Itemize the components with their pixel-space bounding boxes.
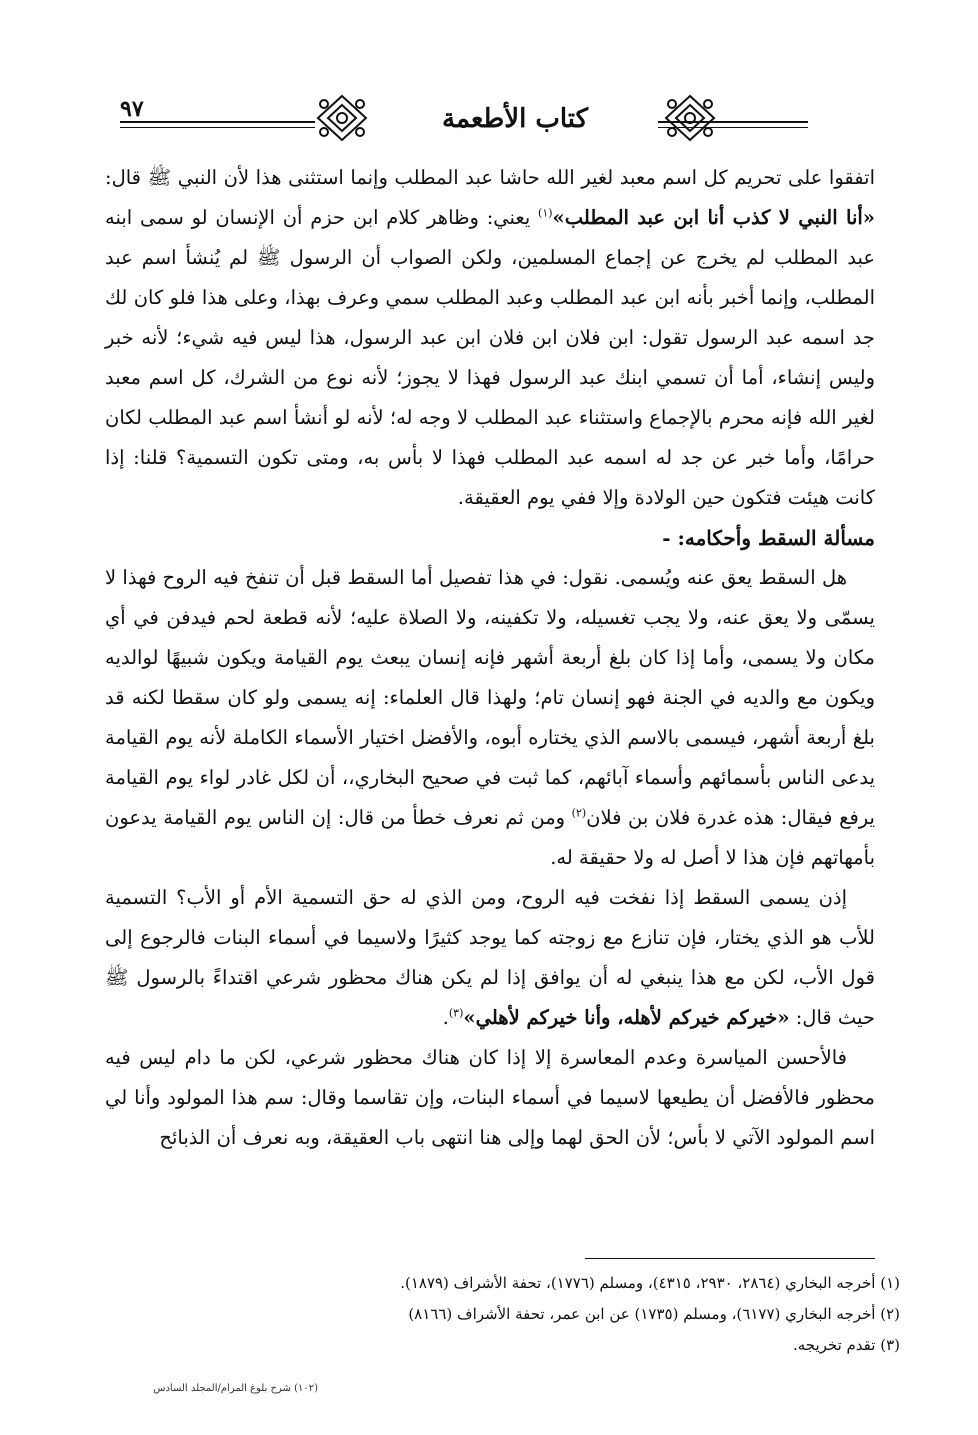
page-number: ٩٧ [120, 96, 144, 122]
paragraph-3 [105, 878, 875, 1038]
footnotes [320, 1268, 900, 1361]
footnote-mark-2: (٢) [571, 806, 587, 820]
hadith-quote-2: «خيركم خيركم لأهله، وأنا خيركم لأهلي» [463, 1006, 790, 1029]
paragraph-4: فالأحسن المياسرة وعدم المعاسرة إلا إذا كان هناك محظور شرعي، لكن ما دام ليس فيه محظور فالأفضل أن يطيعها لاسيما في أسماء البنات، وإن تقاسما وقال: سم هذا المولود وأنا لي اسم المولود الآتي لا بأس؛ لأن الحق لهما وإلى هنا انتهى باب العقيقة، وبه نعرف أن الذبائح [105, 1046, 875, 1149]
running-title: كتاب الأطعمة [442, 104, 588, 134]
paragraph-3-text-b: . [442, 1006, 449, 1029]
paragraph-1-text-a: اتفقوا على تحريم كل اسم معبد لغير الله حاشا عبد المطلب وإنما استثنى هذا لأن النبي ﷺ قال: [105, 166, 875, 189]
footnote-divider [585, 1258, 875, 1259]
paragraph-1 [105, 158, 875, 518]
footnote-mark-1: (١) [538, 206, 553, 220]
main-text [105, 158, 875, 1158]
header-rule-left [120, 121, 315, 123]
paragraph-3-text-a: إذن يسمى السقط إذا نفخت فيه الروح، ومن الذي له حق التسمية الأم أو الأب؟ التسمية للأب هو الذي يختار، فإن تنازع مع زوجته كما يوجد كثيرًا ولاسيما في أسماء البنات فالرجوع إلى قول الأب، لكن مع هذا ينبغي له أن يوافق إذا لم يكن هناك محظور شرعي اقتداءً بالرسول ﷺ حيث قال: [105, 886, 875, 1029]
header-rule-left-thin [120, 127, 315, 128]
footnote-2: (٢) أخرجه البخاري (٦١٧٧)، ومسلم (١٧٣٥) عن ابن عمر، تحفة الأشراف (٨١٦٦) [408, 1305, 900, 1323]
page-header [110, 88, 870, 148]
page-footer: (١٠٢) شرح بلوغ المرام/المجلد السادس [153, 1383, 318, 1394]
footnote-mark-3: (٣) [448, 1006, 464, 1020]
paragraph-1-text-b: يعني: وظاهر كلام ابن حزم أن الإنسان لو سمى ابنه عبد المطلب لم يخرج عن إجماع المسلمين، ولكن الصواب أن الرسول ﷺ لم يُنشأ اسم عبد المطلب، وإنما أخبر بأنه ابن عبد المطلب وعبد المطلب سمي وعرف بهذا، وعلى هذا فلو كان لك جد اسمه عبد الرسول تقول: ابن فلان ابن فلان ابن عبد الرسول، هذا ليس فيه شيء؛ لأنه خبر وليس إنشاء، أما أن تسمي ابنك عبد الرسول فهذا لا يجوز؛ لأنه نوع من الشرك، كل اسم معبد لغير الله فإنه محرم بالإجماع واستثناء عبد المطلب لا وجه له؛ لأنه لو أنشأ اسم عبد المطلب لكان حرامًا، وأما خبر عن جد له اسمه عبد المطلب فهذا لا بأس به، ومتى تكون التسمية؟ قلنا: إذا كانت هيئت فتكون حين الولادة وإلا ففي يوم العقيقة. [105, 206, 875, 509]
paragraph-2 [105, 558, 875, 878]
section-heading: مسألة السقط وأحكامه: - [662, 526, 875, 550]
ornament-left-icon [310, 90, 374, 146]
footnote-1: (١) أخرجه البخاري (٢٨٦٤، ٢٩٣٠، ٤٣١٥)، ومسلم (١٧٧٦)، تحفة الأشراف (١٨٧٩). [400, 1274, 900, 1292]
paragraph-2-text-a: هل السقط يعق عنه ويُسمى. نقول: في هذا تفصيل أما السقط قبل أن تنفخ فيه الروح فهذا لا يسمّى ولا يعق عنه، ولا يجب تغسيله، ولا تكفينه، ولا الصلاة عليه؛ لأنه قطعة لحم فيدفن في أي مكان ولا يسمى، وأما إذا كان بلغ أربعة أشهر فإنه إنسان يبعث يوم القيامة ويكون شبيهًا لوالديه ويكون مع والديه في الجنة فهو إنسان تام؛ ولهذا قال العلماء: إنه يسمى ولو كان سقطا لكنه قد بلغ أربعة أشهر، فيسمى بالاسم الذي يختاره أبوه، والأفضل اختيار الأسماء الكاملة لأنه يوم القيامة يدعى الناس بأسمائهم وأسماء آبائهم، كما ثبت في صحيح البخاري،، أن لكل غادر لواء يوم القيامة يرفع فيقال: هذه غدرة فلان بن فلان [105, 566, 875, 829]
ornament-right-icon [658, 90, 722, 146]
footnote-3: (٣) تقدم تخريجه. [792, 1336, 900, 1354]
hadith-quote-1: «أنا النبي لا كذب أنا ابن عبد المطلب» [552, 206, 875, 229]
paragraph-2-text-b: ومن ثم نعرف خطأ من قال: إن الناس يوم القيامة يدعون بأمهاتهم فإن هذا لا أصل له ولا حقيقة له. [105, 806, 875, 869]
